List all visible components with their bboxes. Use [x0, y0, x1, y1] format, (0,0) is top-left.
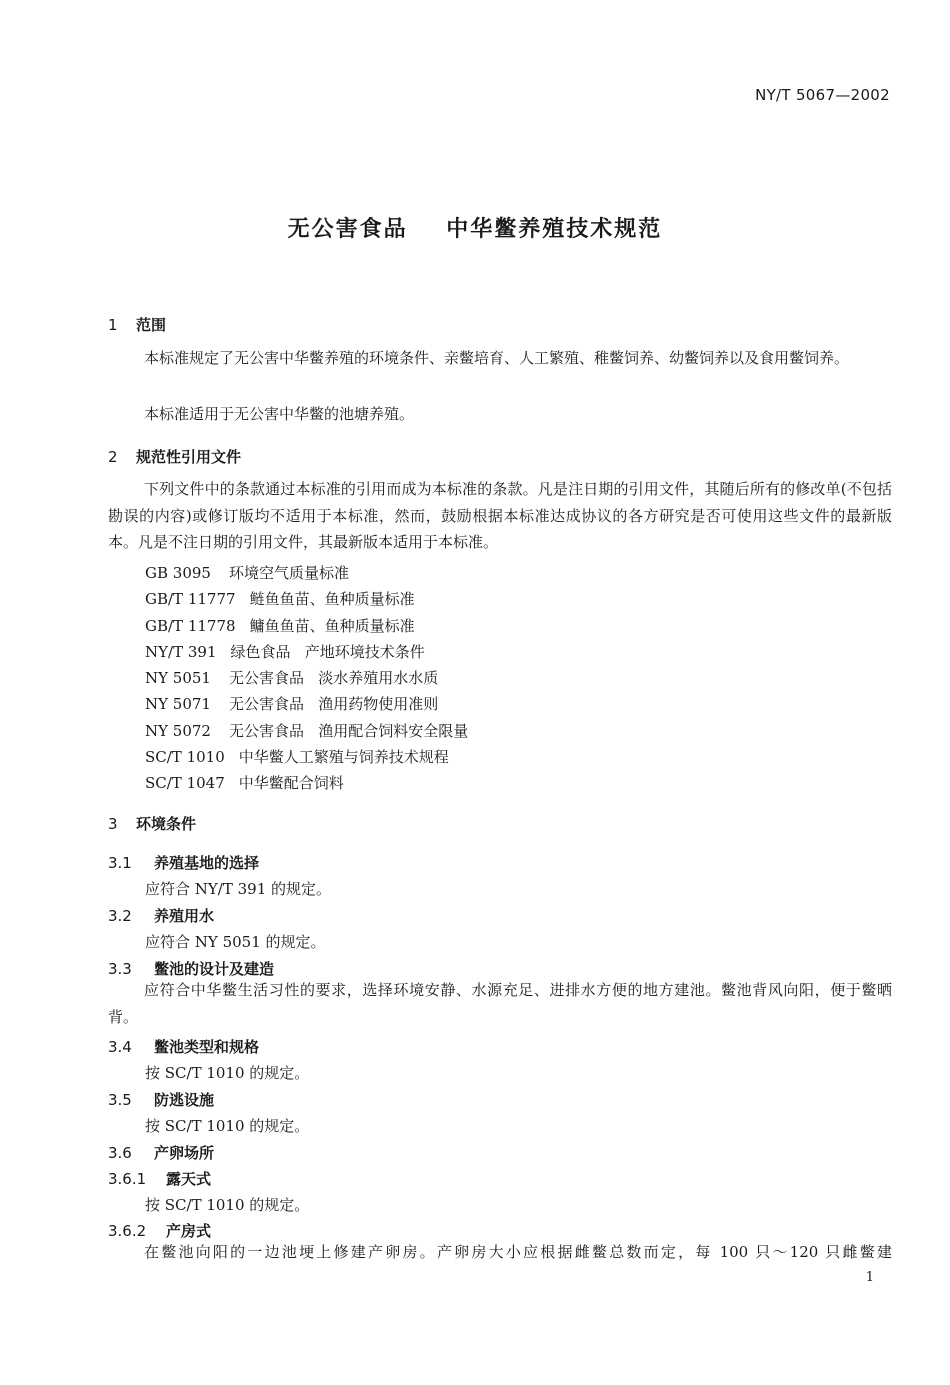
page-number: 1 — [865, 1270, 874, 1285]
subsection-number: 3.4 — [108, 1038, 132, 1056]
reference-item — [145, 641, 468, 667]
reference-code: NY 5072 — [145, 721, 211, 740]
standard-code: NY/T 5067—2002 — [755, 86, 890, 104]
reference-item — [145, 772, 468, 798]
section-2-paragraph: 下列文件中的条款通过本标准的引用而成为本标准的条款。凡是注日期的引用文件，其随后所有的修改单(不包括勘误的内容)或修订版均不适用于本标准，然而，鼓励根据本标准达成协议的各方研究是否可使用这些文件的最新版本。凡是不注日期的引用文件，其最新版本适用于本标准。 — [108, 480, 892, 551]
subsection-number: 3.1 — [108, 854, 132, 872]
section-1-heading — [108, 314, 166, 335]
subsection-title: 防逃设施 — [154, 1091, 215, 1109]
reference-item — [145, 746, 468, 772]
reference-item — [145, 667, 468, 693]
reference-item — [145, 588, 468, 614]
subsection-3-3-heading — [108, 958, 274, 979]
subsection-3-6-2-heading — [108, 1220, 211, 1241]
subsection-title: 露天式 — [166, 1170, 212, 1188]
subsection-title: 养殖用水 — [154, 907, 215, 925]
reference-code: NY/T 391 — [145, 642, 217, 661]
reference-code: NY 5071 — [145, 695, 211, 714]
section-title: 规范性引用文件 — [136, 448, 242, 466]
reference-title: 无公害食品 渔用配合饲料安全限量 — [229, 721, 469, 740]
reference-title: 中华鳖人工繁殖与饲养技术规程 — [238, 748, 449, 767]
subsection-3-2-heading — [108, 905, 214, 926]
section-number: 3 — [108, 815, 118, 833]
reference-code: SC/T 1010 — [145, 748, 225, 767]
subsection-number: 3.5 — [108, 1091, 132, 1109]
section-2-heading — [108, 446, 241, 467]
reference-title: 鳙鱼鱼苗、鱼种质量标准 — [249, 616, 415, 635]
subsection-number: 3.6 — [108, 1144, 132, 1162]
subsection-number: 3.2 — [108, 907, 132, 925]
subsection-title: 鳖池类型和规格 — [154, 1038, 260, 1056]
reference-code: NY 5051 — [145, 669, 211, 688]
subsection-3-3-text: 应符合中华鳖生活习性的要求，选择环境安静、水源充足、进排水方便的地方建池。鳖池背风向阳，便于鳖晒背。 — [108, 981, 892, 1026]
subsection-title: 产卵场所 — [154, 1144, 215, 1162]
subsection-number: 3.6.1 — [108, 1170, 147, 1188]
subsection-number: 3.6.2 — [108, 1222, 147, 1240]
subsection-3-5-heading — [108, 1089, 214, 1110]
reference-title: 绿色食品 产地环境技术条件 — [230, 642, 425, 661]
section-title: 范围 — [136, 316, 167, 334]
reference-code: SC/T 1047 — [145, 774, 225, 793]
document-title: 无公害食品 中华鳖养殖技术规范 — [287, 217, 663, 242]
reference-title: 无公害食品 渔用药物使用准则 — [229, 695, 439, 714]
reference-code: GB 3095 — [145, 564, 211, 582]
subsection-3-6-1-heading — [108, 1168, 211, 1189]
section-1-paragraph-2: 本标准适用于无公害中华鳖的池塘养殖。 — [144, 405, 415, 423]
subsection-3-5-text: 按 SC/T 1010 的规定。 — [145, 1117, 310, 1135]
subsection-3-6-2-text: 在鳖池向阳的一边池埂上修建产卵房。产卵房大小应根据雌鳖总数而定，每 100 只～120 只雌鳖建 — [144, 1243, 892, 1261]
reference-title: 环境空气质量标准 — [229, 564, 350, 582]
subsection-3-1-text: 应符合 NY/T 391 的规定。 — [145, 880, 332, 898]
subsection-3-6-1-text: 按 SC/T 1010 的规定。 — [145, 1196, 310, 1214]
normative-reference-list — [145, 562, 468, 799]
subsection-3-6-heading — [108, 1142, 214, 1163]
section-number: 1 — [108, 316, 118, 334]
reference-title: 中华鳖配合饲料 — [238, 774, 344, 793]
subsection-number: 3.3 — [108, 960, 132, 978]
subsection-3-2-text: 应符合 NY 5051 的规定。 — [145, 933, 326, 951]
reference-code: GB/T 11777 — [145, 590, 236, 609]
subsection-3-1-heading — [108, 852, 259, 873]
reference-item — [145, 562, 468, 588]
reference-title: 鲢鱼鱼苗、鱼种质量标准 — [249, 590, 415, 609]
subsection-title: 鳖池的设计及建造 — [154, 960, 275, 978]
subsection-title: 产房式 — [166, 1222, 212, 1240]
section-1-paragraph-1: 本标准规定了无公害中华鳖养殖的环境条件、亲鳖培育、人工繁殖、稚鳖饲养、幼鳖饲养以及食用鳖饲养。 — [144, 349, 850, 367]
section-3-heading — [108, 813, 196, 834]
reference-code: GB/T 11778 — [145, 616, 236, 635]
reference-item — [145, 720, 468, 746]
subsection-title: 养殖基地的选择 — [154, 854, 260, 872]
reference-item — [145, 693, 468, 719]
subsection-3-4-text: 按 SC/T 1010 的规定。 — [145, 1064, 310, 1082]
section-number: 2 — [108, 448, 118, 466]
subsection-3-4-heading — [108, 1036, 259, 1057]
reference-title: 无公害食品 淡水养殖用水水质 — [229, 669, 439, 688]
section-title: 环境条件 — [136, 815, 197, 833]
reference-item — [145, 615, 468, 641]
